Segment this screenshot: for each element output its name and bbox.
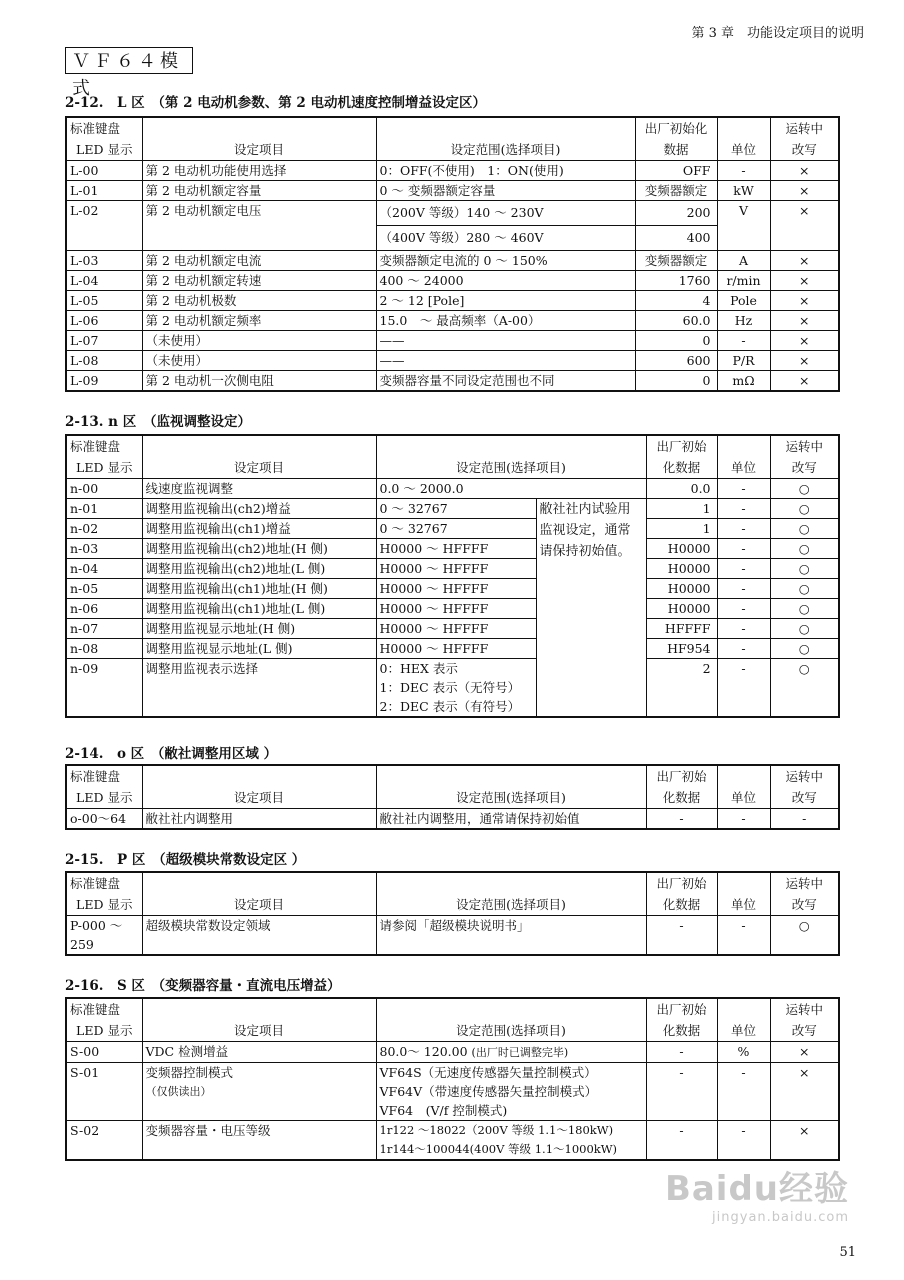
hdr-init-2: 化数据 [662, 1023, 701, 1038]
table-cell: H0000 [646, 539, 717, 559]
table-cell: 调整用监视显示地址(L 侧) [142, 639, 376, 659]
table-cell: Pole [717, 291, 770, 311]
hdr-init-2: 数据 [663, 142, 689, 157]
table-cell: - [717, 916, 770, 956]
hdr-run: 运转中 [785, 439, 824, 454]
table-cell: （未使用） [142, 351, 376, 371]
hdr-run-2: 改写 [791, 897, 817, 912]
table-cell: （200V 等级）140 ～ 230V [376, 201, 635, 226]
table-cell: L-02 [66, 201, 142, 251]
table-cell: 调整用监视输出(ch1)增益 [142, 519, 376, 539]
table-cell: 调整用监视表示选择 [142, 659, 376, 718]
table-header [66, 117, 839, 161]
table-row [66, 311, 839, 331]
table-cell: 200 [635, 201, 717, 226]
table-cell: L-00 [66, 161, 142, 181]
table-n-zone [65, 434, 840, 718]
hdr-range: 设定范围(选择项目) [456, 460, 566, 475]
table-cell: 第 2 电动机额定容量 [142, 181, 376, 201]
table-row: S-00 VDC 检测增益 80.0～ 120.00 (出厂时已调整完毕) - % × [66, 1042, 839, 1063]
table-header [66, 998, 839, 1042]
hdr-key: 标准键盘 [70, 121, 121, 136]
table-row [66, 201, 839, 226]
hdr-unit: 单位 [731, 460, 757, 475]
table-cell: —— [376, 351, 635, 371]
table-row [66, 251, 839, 271]
table-cell: 调整用监视输出(ch2)增益 [142, 499, 376, 519]
table-cell: 2 [646, 659, 717, 718]
table-row: P-000 ～ 259 超级模块常数设定领域 请参阅「超级模块说明书」 - - ○ [66, 916, 839, 956]
hdr-key: 标准键盘 [70, 876, 121, 891]
table-row [66, 539, 839, 559]
table-cell: - [646, 1063, 717, 1121]
table-cell: 请参阅「超级模块说明书」 [376, 916, 646, 956]
hdr-run: 运转中 [785, 876, 823, 891]
table-cell: ○ [770, 499, 839, 519]
table-cell: × [770, 311, 839, 331]
hdr-run-2: 改写 [791, 142, 817, 157]
hdr-item: 设定项目 [233, 460, 284, 475]
table-cell: × [770, 371, 839, 392]
table-cell: × [770, 161, 839, 181]
table-cell: —— [376, 331, 635, 351]
table-cell: 0 ～ 32767 [376, 519, 536, 539]
table-cell: ○ [770, 479, 839, 499]
table-cell: V [717, 201, 770, 251]
table-cell: n-06 [66, 599, 142, 619]
table-cell: % [717, 1042, 770, 1063]
table-cell: 线速度监视调整 [142, 479, 376, 499]
mode-title: ＶＦ６４模式 [65, 47, 193, 74]
table-cell: 0 ～ 变频器额定容量 [376, 181, 635, 201]
table-row [66, 161, 839, 181]
table-cell: H0000 ～ HFFFF [376, 539, 536, 559]
table-row [66, 479, 839, 499]
table-cell: - [717, 161, 770, 181]
table-cell: 调整用监视输出(ch2)地址(L 侧) [142, 559, 376, 579]
table-p-zone [65, 871, 840, 956]
table-cell: r/min [717, 271, 770, 291]
hdr-unit: 单位 [730, 897, 756, 912]
table-cell: H0000 ～ HFFFF [376, 599, 536, 619]
table-cell: （未使用） [142, 331, 376, 351]
table-row [66, 809, 839, 830]
table-cell: 0 ～ 32767 [376, 499, 536, 519]
table-cell: ○ [770, 539, 839, 559]
table-cell: 1760 [635, 271, 717, 291]
table-cell: × [770, 351, 839, 371]
table-cell: - [717, 619, 770, 639]
table-row [66, 271, 839, 291]
hdr-run-2: 改写 [791, 790, 817, 805]
table-cell: L-03 [66, 251, 142, 271]
table-cell: - [717, 479, 770, 499]
table-cell: S-01 [66, 1063, 142, 1121]
table-cell: L-05 [66, 291, 142, 311]
hdr-key: 标准键盘 [70, 1002, 121, 1017]
table-cell: - [717, 579, 770, 599]
table-cell: - [770, 809, 839, 830]
table-header [66, 435, 839, 479]
table-cell: 15.0 ～ 最高频率（A-00） [376, 311, 635, 331]
table-cell: 变频器容量・电压等级 [142, 1121, 376, 1161]
table-row [66, 291, 839, 311]
table-cell: kW [717, 181, 770, 201]
table-row [66, 639, 839, 659]
section-2-12-title: 2-12. L 区 （第 2 电动机参数、第 2 电动机速度控制增益设定区） [65, 95, 487, 111]
table-cell: × [770, 1042, 839, 1063]
table-cell: ○ [770, 659, 839, 718]
table-cell: - [646, 916, 717, 956]
table-cell: n-07 [66, 619, 142, 639]
table-cell: 调整用监视显示地址(H 侧) [142, 619, 376, 639]
table-cell: H0000 ～ HFFFF [376, 559, 536, 579]
table-row [66, 351, 839, 371]
table-header [66, 872, 839, 916]
hdr-range: 设定范围(选择项目) [456, 790, 566, 805]
table-cell: - [717, 639, 770, 659]
hdr-range: 设定范围(选择项目) [456, 1023, 566, 1038]
table-cell: n-04 [66, 559, 142, 579]
hdr-run: 运转中 [785, 1002, 823, 1017]
table-cell: 400 [635, 226, 717, 251]
table-row [66, 499, 839, 519]
table-row [66, 579, 839, 599]
table-cell: 60.0 [635, 311, 717, 331]
table-cell: 2 ～ 12 [Pole] [376, 291, 635, 311]
table-cell: 0.0 [646, 479, 717, 499]
hdr-init: 出厂初始 [656, 876, 707, 891]
table-cell: HFFFF [646, 619, 717, 639]
hdr-run-2: 改写 [791, 1023, 817, 1038]
table-cell: - [717, 659, 770, 718]
table-cell: 调整用监视输出(ch1)地址(H 侧) [142, 579, 376, 599]
table-header [66, 765, 839, 809]
page-number: 51 [839, 1245, 856, 1260]
hdr-init-2: 化数据 [662, 790, 701, 805]
table-cell: 第 2 电动机额定电流 [142, 251, 376, 271]
table-cell: 变频器额定 [635, 251, 717, 271]
watermark-brand: Baidu经验 [664, 1169, 849, 1209]
table-cell: 第 2 电动机额定转速 [142, 271, 376, 291]
table-cell: H0000 [646, 579, 717, 599]
hdr-range: 设定范围(选择项目) [450, 142, 561, 157]
table-cell: 第 2 电动机一次侧电阻 [142, 371, 376, 392]
table-cell: - [717, 599, 770, 619]
table-cell: ○ [770, 619, 839, 639]
hdr-led: LED 显示 [76, 460, 133, 475]
hdr-run: 运转中 [785, 121, 823, 136]
table-s-zone [65, 997, 840, 1161]
hdr-led: LED 显示 [76, 790, 133, 805]
section-2-14-title: 2-14. o 区 （敝社调整用区域 ） [65, 746, 278, 762]
table-cell: × [770, 181, 839, 201]
hdr-run-2: 改写 [791, 460, 817, 475]
hdr-item: 设定项目 [233, 790, 284, 805]
table-cell: - [646, 1121, 717, 1161]
table-cell: 0 [635, 331, 717, 351]
table-cell: ○ [770, 519, 839, 539]
table-cell: L-06 [66, 311, 142, 331]
table-cell: n-08 [66, 639, 142, 659]
table-cell: H0000 [646, 599, 717, 619]
table-cell: P/R [717, 351, 770, 371]
table-cell: 0 [635, 371, 717, 392]
table-cell: 调整用监视输出(ch1)地址(L 侧) [142, 599, 376, 619]
section-2-15-title: 2-15. P 区 （超级模块常数设定区 ） [65, 852, 306, 868]
table-cell: - [717, 519, 770, 539]
table-cell: 600 [635, 351, 717, 371]
table-cell: L-08 [66, 351, 142, 371]
table-cell: L-04 [66, 271, 142, 291]
table-l-zone [65, 116, 840, 392]
table-cell: 0.0 ～ 2000.0 [376, 479, 646, 499]
table-cell: × [770, 331, 839, 351]
table-o-zone [65, 764, 840, 830]
table-cell: n-05 [66, 579, 142, 599]
table-row [66, 619, 839, 639]
hdr-init: 出厂初始化 [644, 121, 708, 136]
table-cell: n-09 [66, 659, 142, 718]
table-cell: - [717, 809, 770, 830]
table-row [66, 559, 839, 579]
table-cell: S-00 [66, 1042, 142, 1063]
hdr-key: 标准键盘 [70, 769, 121, 784]
table-row [66, 181, 839, 201]
table-cell: - [717, 331, 770, 351]
table-cell: - [646, 809, 717, 830]
hdr-init: 出厂初始 [656, 439, 707, 454]
table-row [66, 599, 839, 619]
table-cell: - [717, 539, 770, 559]
hdr-init: 出厂初始 [656, 1002, 707, 1017]
table-cell: ○ [770, 639, 839, 659]
table-row [66, 371, 839, 392]
table-cell: - [717, 499, 770, 519]
table-cell: H0000 ～ HFFFF [376, 579, 536, 599]
table-row [66, 331, 839, 351]
table-cell: VDC 检测增益 [142, 1042, 376, 1063]
table-cell: H0000 ～ HFFFF [376, 639, 536, 659]
hdr-unit: 单位 [730, 142, 756, 157]
table-cell: n-03 [66, 539, 142, 559]
table-cell: × [770, 251, 839, 271]
table-cell: L-07 [66, 331, 142, 351]
table-cell: × [770, 1063, 839, 1121]
table-cell: H0000 ～ HFFFF [376, 619, 536, 639]
hdr-init-2: 化数据 [662, 460, 701, 475]
hdr-led: LED 显示 [76, 897, 133, 912]
table-cell: × [770, 1121, 839, 1161]
hdr-item: 设定项目 [233, 897, 284, 912]
table-cell: 4 [635, 291, 717, 311]
hdr-unit: 单位 [730, 1023, 756, 1038]
table-cell: × [770, 271, 839, 291]
table-cell: 400 ～ 24000 [376, 271, 635, 291]
table-cell: 1 [646, 519, 717, 539]
table-cell: - [717, 559, 770, 579]
table-cell: 敝社社内调整用 [142, 809, 376, 830]
table-cell: 变频器额定电流的 0 ～ 150% [376, 251, 635, 271]
hdr-init: 出厂初始 [656, 769, 707, 784]
hdr-unit: 单位 [730, 790, 756, 805]
table-cell: 0：OFF(不使用) 1：ON(使用) [376, 161, 635, 181]
table-cell: L-09 [66, 371, 142, 392]
table-cell: A [717, 251, 770, 271]
watermark-url: jingyan.baidu.com [712, 1210, 849, 1225]
table-cell: OFF [635, 161, 717, 181]
section-2-13-title: 2-13. n 区 （监视调整设定） [65, 414, 251, 430]
table-cell: 变频器容量不同设定范围也不同 [376, 371, 635, 392]
table-cell: n-01 [66, 499, 142, 519]
section-2-16-title: 2-16. S 区 （变频器容量・直流电压增益） [65, 978, 341, 994]
hdr-item: 设定项目 [233, 1023, 284, 1038]
hdr-key: 标准键盘 [70, 439, 121, 454]
table-cell: 第 2 电动机极数 [142, 291, 376, 311]
table-cell: L-01 [66, 181, 142, 201]
table-cell: 第 2 电动机功能使用选择 [142, 161, 376, 181]
table-cell: × [770, 201, 839, 251]
table-cell: HF954 [646, 639, 717, 659]
table-row: S-01 变频器控制模式 （仅供读出） VF64S（无速度传感器矢量控制模式） VF64V（带速度传感器矢量控制模式） VF64 (V/f 控制模式) - - × [66, 1063, 839, 1121]
hdr-led: LED 显示 [76, 1023, 133, 1038]
table-cell: 敝社社内调整用，通常请保持初始值 [376, 809, 646, 830]
table-cell: 超级模块常数设定领域 [142, 916, 376, 956]
table-cell: ○ [770, 916, 839, 956]
table-cell: × [770, 291, 839, 311]
hdr-led: LED 显示 [76, 142, 133, 157]
table-row: n-09 调整用监视表示选择 0：HEX 表示 1：DEC 表示（无符号） 2：DEC 表示（有符号） 2 - ○ [66, 659, 839, 718]
hdr-item: 设定项目 [233, 142, 284, 157]
table-cell: - [717, 1063, 770, 1121]
table-cell: n-00 [66, 479, 142, 499]
hdr-run: 运转中 [785, 769, 823, 784]
table-cell: （400V 等级）280 ～ 460V [376, 226, 635, 251]
table-cell: - [646, 1042, 717, 1063]
table-row: S-02 变频器容量・电压等级 1r122 ～18022（200V 等级 1.1～180kW) 1r144～100044(400V 等级 1.1～1000kW) - - × [66, 1121, 839, 1161]
watermark [665, 1161, 849, 1225]
hdr-range: 设定范围(选择项目) [456, 897, 566, 912]
table-cell: Hz [717, 311, 770, 331]
table-cell: n-02 [66, 519, 142, 539]
chapter-header: 第 3 章 功能设定项目的说明 [691, 26, 864, 41]
table-row [66, 519, 839, 539]
table-cell: 第 2 电动机额定频率 [142, 311, 376, 331]
table-cell: ○ [770, 599, 839, 619]
hdr-init-2: 化数据 [662, 897, 701, 912]
table-cell: o-00～64 [66, 809, 142, 830]
note-cell: 敝社社内试验用监视设定，通常请保持初始值。 [536, 499, 646, 718]
table-cell: ○ [770, 579, 839, 599]
table-cell: 第 2 电动机额定电压 [142, 201, 376, 251]
table-cell: mΩ [717, 371, 770, 392]
table-cell: 调整用监视输出(ch2)地址(H 侧) [142, 539, 376, 559]
table-cell: 1 [646, 499, 717, 519]
table-cell: ○ [770, 559, 839, 579]
table-cell: 变频器额定 [635, 181, 717, 201]
table-cell: S-02 [66, 1121, 142, 1161]
table-cell: - [717, 1121, 770, 1161]
table-cell: H0000 [646, 559, 717, 579]
